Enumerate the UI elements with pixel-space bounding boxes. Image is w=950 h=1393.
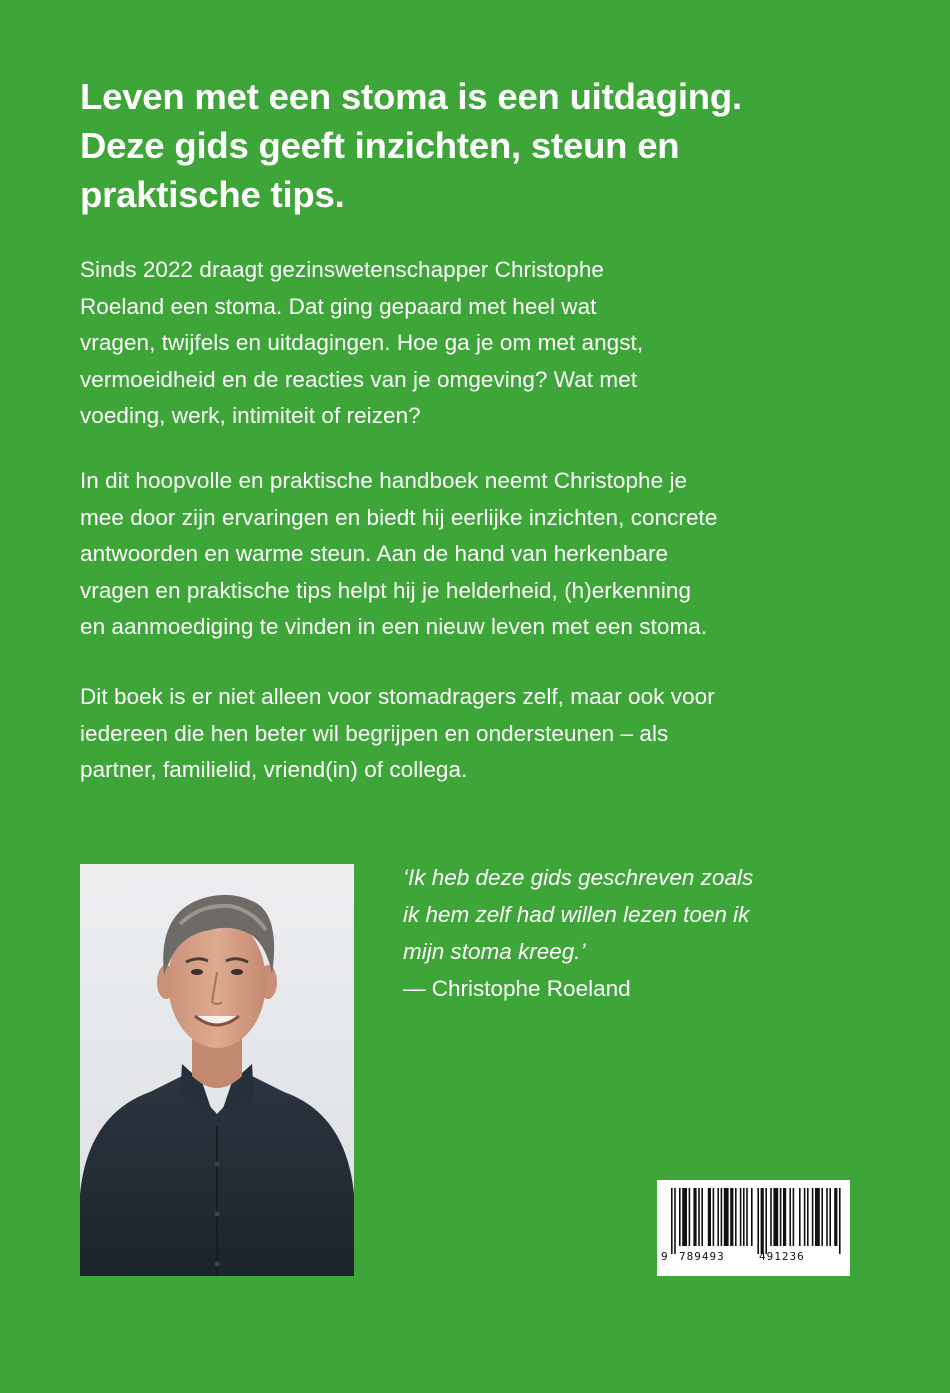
author-photo: [80, 864, 354, 1276]
blurb-line: iedereen die hen beter wil begrijpen en ondersteunen – als: [80, 720, 669, 746]
blurb-paragraph-3: [80, 679, 880, 789]
barcode-left-digits: 789493: [679, 1250, 725, 1263]
author-portrait-illustration: [80, 864, 354, 1276]
barcode-bar: [735, 1188, 737, 1246]
barcode-bar: [783, 1188, 786, 1246]
barcode-right-digits: 491236: [759, 1250, 805, 1263]
barcode-bar: [757, 1188, 759, 1254]
barcode-bar: [689, 1188, 691, 1246]
barcode-bar: [717, 1188, 719, 1246]
back-cover-headline: [80, 72, 880, 219]
barcode-bar: [804, 1188, 806, 1246]
author-quote: [403, 859, 873, 1007]
barcode-bar: [839, 1188, 841, 1254]
barcode-bar: [765, 1188, 767, 1254]
blurb-line: en aanmoediging te vinden in een nieuw leven met een stoma.: [80, 614, 708, 639]
quote-attribution: — Christophe Roeland: [403, 976, 631, 1001]
barcode-bar: [751, 1188, 753, 1246]
headline-line: Deze gids geeft inzichten, steun en: [80, 125, 680, 166]
barcode-bar: [834, 1188, 837, 1246]
blurb-line: vermoeidheid en de reacties van je omgeving? Wat met: [80, 366, 638, 392]
barcode-bar: [721, 1188, 723, 1246]
barcode-bar: [740, 1188, 742, 1246]
barcode-first-digit: 9: [661, 1250, 669, 1263]
barcode-bar: [730, 1188, 733, 1246]
barcode-bar: [701, 1188, 703, 1246]
blurb-line: vragen en praktische tips helpt hij je helderheid, (h)erkenning: [80, 577, 692, 603]
quote-line: ik hem zelf had willen lezen toen ik: [403, 902, 750, 927]
barcode-bar: [674, 1188, 676, 1254]
barcode-bar: [671, 1188, 673, 1254]
barcode-bar: [698, 1188, 700, 1246]
blurb-line: voeding, werk, intimiteit of reizen?: [80, 403, 421, 428]
barcode-bar: [743, 1188, 745, 1246]
barcode-bar: [799, 1188, 801, 1246]
barcode-bar: [793, 1188, 795, 1246]
blurb-paragraph-1: [80, 252, 880, 435]
barcode-bar: [812, 1188, 814, 1246]
barcode-bar: [821, 1188, 823, 1246]
barcode-bar: [780, 1188, 782, 1246]
barcode-bar: [815, 1188, 820, 1246]
barcode-bar: [679, 1188, 681, 1246]
blurb-line: In dit hoopvolle en praktische handboek neemt Christophe je: [80, 468, 688, 493]
blurb-line: vragen, twijfels en uitdagingen. Hoe ga je om met angst,: [80, 330, 644, 355]
barcode-bar: [682, 1188, 687, 1246]
barcode-bar: [746, 1188, 748, 1246]
barcode-bar: [713, 1188, 715, 1246]
blurb-line: partner, familielid, vriend(in) of collega.: [80, 757, 468, 782]
barcode-bar: [807, 1188, 809, 1246]
barcode-bar: [826, 1188, 828, 1246]
barcode-bar: [829, 1188, 831, 1246]
quote-line: mijn stoma kreeg.’: [403, 939, 586, 964]
barcode-bar: [708, 1188, 711, 1246]
blurb-line: mee door zijn ervaringen en biedt hij eerlijke inzichten, concrete: [80, 504, 718, 530]
blurb-line: Dit boek is er niet alleen voor stomadragers zelf, maar ook voor: [80, 684, 715, 709]
barcode-bar: [770, 1188, 772, 1246]
blurb-line: antwoorden en warme steun. Aan de hand van herkenbare: [80, 541, 669, 566]
barcode-bar: [789, 1188, 791, 1246]
headline-line: praktische tips.: [80, 174, 345, 215]
blurb-line: Sinds 2022 draagt gezinswetenschapper Christophe: [80, 257, 604, 282]
isbn-barcode: [657, 1180, 850, 1276]
headline-line: Leven met een stoma is een uitdaging.: [80, 76, 742, 117]
barcode-bar: [773, 1188, 778, 1246]
barcode-bar: [761, 1188, 764, 1254]
quote-line: ‘Ik heb deze gids geschreven zoals: [403, 865, 754, 890]
barcode-bar: [693, 1188, 696, 1246]
blurb-line: Roeland een stoma. Dat ging gepaard met heel wat: [80, 293, 597, 319]
blurb-paragraph-2: [80, 463, 880, 646]
barcode-bar: [724, 1188, 729, 1246]
